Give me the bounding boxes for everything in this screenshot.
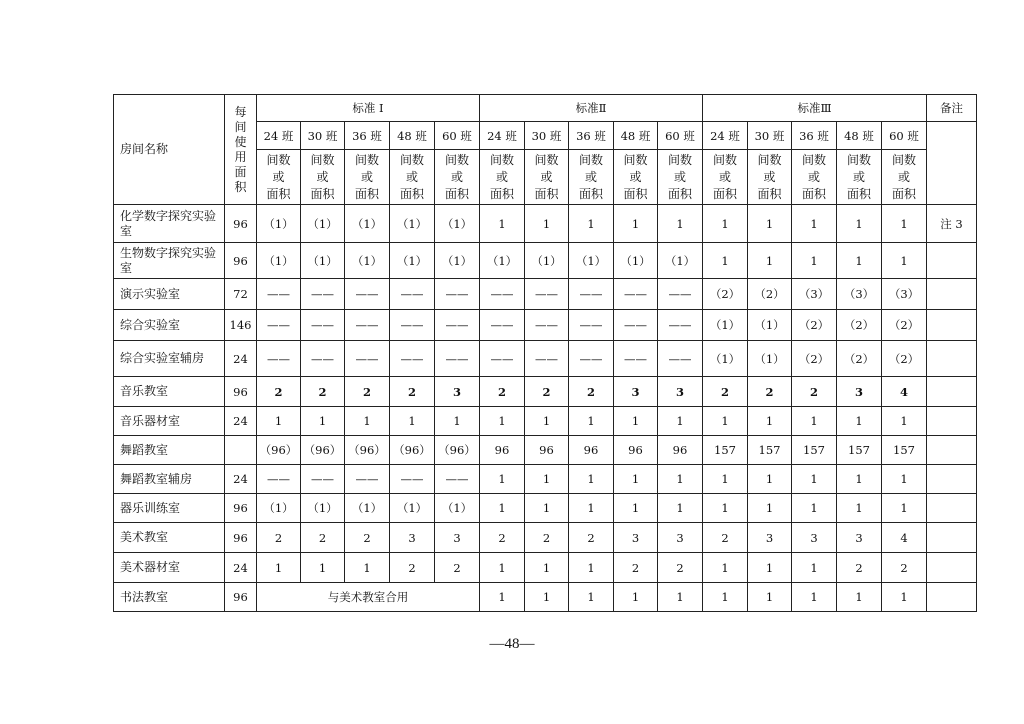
- area-per-room-header: 每 间 使 用 面 积: [225, 95, 257, 205]
- value-cell: 1: [882, 205, 927, 243]
- value-cell: （1）: [257, 494, 301, 523]
- value-cell: ——: [480, 310, 525, 341]
- value-cell: ——: [301, 310, 345, 341]
- count-or-area-header-cell: 间数 或 面积: [301, 150, 345, 205]
- value-cell: 1: [525, 583, 569, 612]
- value-cell: 3: [658, 377, 703, 407]
- room-name-cell: 生物数字探究实验室: [114, 243, 225, 279]
- value-cell: 2: [435, 553, 480, 583]
- standard-2-header: 标准Ⅱ: [480, 95, 703, 122]
- value-cell: 1: [837, 205, 882, 243]
- value-cell: ——: [525, 310, 569, 341]
- room-name-cell: 舞蹈教室辅房: [114, 465, 225, 494]
- room-name-header: 房间名称: [114, 95, 225, 205]
- value-cell: 1: [569, 494, 614, 523]
- value-cell: 1: [882, 243, 927, 279]
- value-cell: ——: [658, 310, 703, 341]
- value-cell: 1: [703, 407, 748, 436]
- table-row: [114, 436, 977, 465]
- value-cell: 96: [525, 436, 569, 465]
- value-cell: 4: [882, 523, 927, 553]
- value-cell: （1）: [345, 243, 390, 279]
- value-cell: ——: [435, 279, 480, 310]
- value-cell: 1: [882, 583, 927, 612]
- value-cell: （2）: [882, 341, 927, 377]
- count-or-area-header-cell: 间数 或 面积: [390, 150, 435, 205]
- value-cell: ——: [480, 341, 525, 377]
- area-cell: 96: [225, 377, 257, 407]
- count-or-area-header-cell: 间数 或 面积: [525, 150, 569, 205]
- value-cell: ——: [480, 279, 525, 310]
- value-cell: （96）: [345, 436, 390, 465]
- value-cell: 1: [658, 583, 703, 612]
- value-cell: （1）: [390, 205, 435, 243]
- value-cell: 3: [614, 523, 658, 553]
- table-row: [114, 465, 977, 494]
- area-cell: 146: [225, 310, 257, 341]
- value-cell: （2）: [792, 341, 837, 377]
- area-cell: 96: [225, 243, 257, 279]
- value-cell: （3）: [882, 279, 927, 310]
- area-cell: [225, 436, 257, 465]
- value-cell: 1: [614, 205, 658, 243]
- room-name-cell: 舞蹈教室: [114, 436, 225, 465]
- merged-standard-1-cell: 与美术教室合用: [257, 583, 480, 612]
- value-cell: 1: [480, 494, 525, 523]
- value-cell: ——: [390, 279, 435, 310]
- value-cell: 1: [703, 465, 748, 494]
- count-or-area-header-cell: 间数 或 面积: [748, 150, 792, 205]
- value-cell: 3: [435, 523, 480, 553]
- value-cell: （1）: [703, 341, 748, 377]
- value-cell: 1: [792, 205, 837, 243]
- area-cell: 96: [225, 205, 257, 243]
- value-cell: ——: [257, 279, 301, 310]
- value-cell: ——: [345, 279, 390, 310]
- value-cell: 1: [882, 465, 927, 494]
- class-header-cell: 36 班: [569, 122, 614, 150]
- value-cell: 1: [748, 465, 792, 494]
- table-row: [114, 310, 977, 341]
- room-name-cell: 音乐器材室: [114, 407, 225, 436]
- value-cell: ——: [390, 310, 435, 341]
- value-cell: 2: [658, 553, 703, 583]
- standard-1-header: 标准 I: [257, 95, 480, 122]
- table-row: [114, 205, 977, 243]
- value-cell: 1: [569, 465, 614, 494]
- value-cell: 1: [569, 407, 614, 436]
- value-cell: （1）: [480, 243, 525, 279]
- room-name-cell: 综合实验室: [114, 310, 225, 341]
- value-cell: （2）: [882, 310, 927, 341]
- remarks-cell: [927, 494, 977, 523]
- count-or-area-header-cell: 间数 或 面积: [792, 150, 837, 205]
- value-cell: 1: [257, 553, 301, 583]
- value-cell: 2: [569, 377, 614, 407]
- value-cell: ——: [390, 341, 435, 377]
- remarks-cell: [927, 377, 977, 407]
- value-cell: （1）: [390, 494, 435, 523]
- value-cell: ——: [345, 310, 390, 341]
- room-name-cell: 美术教室: [114, 523, 225, 553]
- value-cell: （1）: [257, 243, 301, 279]
- class-header-cell: 30 班: [525, 122, 569, 150]
- value-cell: 1: [748, 205, 792, 243]
- class-header-cell: 36 班: [345, 122, 390, 150]
- class-header-cell: 48 班: [390, 122, 435, 150]
- count-or-area-header-cell: 间数 或 面积: [658, 150, 703, 205]
- value-cell: ——: [569, 310, 614, 341]
- value-cell: 2: [390, 377, 435, 407]
- remarks-cell: 注 3: [927, 205, 977, 243]
- value-cell: ——: [301, 341, 345, 377]
- value-cell: （3）: [837, 279, 882, 310]
- value-cell: 2: [301, 523, 345, 553]
- value-cell: 1: [748, 494, 792, 523]
- class-header-cell: 24 班: [703, 122, 748, 150]
- value-cell: 1: [480, 553, 525, 583]
- value-cell: ——: [525, 279, 569, 310]
- value-cell: 157: [882, 436, 927, 465]
- value-cell: （1）: [435, 494, 480, 523]
- value-cell: （2）: [792, 310, 837, 341]
- value-cell: 4: [882, 377, 927, 407]
- value-cell: （1）: [301, 205, 345, 243]
- value-cell: 2: [480, 523, 525, 553]
- value-cell: （96）: [257, 436, 301, 465]
- value-cell: 1: [792, 407, 837, 436]
- value-cell: 1: [792, 583, 837, 612]
- value-cell: ——: [257, 465, 301, 494]
- class-header-cell: 24 班: [257, 122, 301, 150]
- value-cell: 1: [703, 205, 748, 243]
- value-cell: 2: [525, 523, 569, 553]
- table-row: [114, 341, 977, 377]
- value-cell: 1: [480, 205, 525, 243]
- table-row: [114, 523, 977, 553]
- count-or-area-header-cell: 间数 或 面积: [569, 150, 614, 205]
- value-cell: （1）: [301, 243, 345, 279]
- value-cell: （2）: [837, 310, 882, 341]
- value-cell: 1: [480, 407, 525, 436]
- header-row-standards: [114, 95, 977, 122]
- value-cell: 1: [257, 407, 301, 436]
- value-cell: 2: [390, 553, 435, 583]
- count-or-area-header-cell: 间数 或 面积: [837, 150, 882, 205]
- value-cell: 1: [525, 205, 569, 243]
- value-cell: 96: [614, 436, 658, 465]
- value-cell: （96）: [390, 436, 435, 465]
- value-cell: 2: [882, 553, 927, 583]
- remarks-cell: [927, 279, 977, 310]
- remarks-header: 备注: [927, 95, 977, 122]
- value-cell: 2: [703, 377, 748, 407]
- value-cell: 2: [703, 523, 748, 553]
- count-or-area-header-cell: 间数 或 面积: [345, 150, 390, 205]
- value-cell: 2: [525, 377, 569, 407]
- value-cell: ——: [301, 465, 345, 494]
- value-cell: 1: [882, 407, 927, 436]
- value-cell: ——: [435, 465, 480, 494]
- value-cell: 1: [748, 583, 792, 612]
- value-cell: 96: [569, 436, 614, 465]
- value-cell: ——: [569, 341, 614, 377]
- value-cell: （1）: [658, 243, 703, 279]
- value-cell: 157: [703, 436, 748, 465]
- class-header-cell: 30 班: [301, 122, 345, 150]
- value-cell: 3: [837, 523, 882, 553]
- table-row: [114, 583, 977, 612]
- page-number: —48—: [489, 636, 535, 652]
- count-or-area-header-cell: 间数 或 面积: [480, 150, 525, 205]
- area-cell: 24: [225, 407, 257, 436]
- room-name-cell: 综合实验室辅房: [114, 341, 225, 377]
- value-cell: 2: [792, 377, 837, 407]
- room-name-cell: 器乐训练室: [114, 494, 225, 523]
- value-cell: 1: [792, 465, 837, 494]
- area-cell: 72: [225, 279, 257, 310]
- room-name-cell: 音乐教室: [114, 377, 225, 407]
- remarks-cell: [927, 436, 977, 465]
- remarks-cell: [927, 465, 977, 494]
- value-cell: ——: [345, 465, 390, 494]
- value-cell: ——: [658, 341, 703, 377]
- value-cell: 1: [792, 243, 837, 279]
- value-cell: （3）: [792, 279, 837, 310]
- value-cell: 1: [569, 205, 614, 243]
- value-cell: 3: [658, 523, 703, 553]
- class-header-cell: 30 班: [748, 122, 792, 150]
- facility-standards-table: [113, 94, 977, 612]
- count-or-area-header-cell: 间数 或 面积: [435, 150, 480, 205]
- class-header-cell: 36 班: [792, 122, 837, 150]
- value-cell: （1）: [748, 310, 792, 341]
- remarks-cell: [927, 583, 977, 612]
- value-cell: 1: [748, 243, 792, 279]
- value-cell: ——: [614, 279, 658, 310]
- value-cell: （2）: [837, 341, 882, 377]
- value-cell: 1: [480, 465, 525, 494]
- table-row: [114, 377, 977, 407]
- value-cell: ——: [614, 341, 658, 377]
- value-cell: 1: [345, 407, 390, 436]
- class-header-cell: 60 班: [658, 122, 703, 150]
- remarks-cell: [927, 523, 977, 553]
- value-cell: （1）: [257, 205, 301, 243]
- value-cell: 1: [792, 494, 837, 523]
- remarks-cell: [927, 407, 977, 436]
- value-cell: 1: [525, 465, 569, 494]
- value-cell: （96）: [435, 436, 480, 465]
- area-cell: 24: [225, 553, 257, 583]
- value-cell: 2: [345, 523, 390, 553]
- value-cell: （96）: [301, 436, 345, 465]
- value-cell: 1: [435, 407, 480, 436]
- value-cell: ——: [345, 341, 390, 377]
- value-cell: 1: [658, 407, 703, 436]
- value-cell: 1: [569, 583, 614, 612]
- value-cell: 1: [390, 407, 435, 436]
- value-cell: 1: [525, 553, 569, 583]
- room-name-cell: 美术器材室: [114, 553, 225, 583]
- room-name-cell: 化学数字探究实验室: [114, 205, 225, 243]
- value-cell: ——: [257, 310, 301, 341]
- value-cell: 1: [569, 553, 614, 583]
- area-cell: 96: [225, 583, 257, 612]
- value-cell: 1: [614, 465, 658, 494]
- table-row: [114, 279, 977, 310]
- area-cell: 96: [225, 523, 257, 553]
- value-cell: （1）: [748, 341, 792, 377]
- value-cell: 1: [703, 553, 748, 583]
- value-cell: 1: [748, 553, 792, 583]
- value-cell: （1）: [301, 494, 345, 523]
- value-cell: （1）: [435, 243, 480, 279]
- count-or-area-header-cell: 间数 或 面积: [614, 150, 658, 205]
- value-cell: 1: [480, 583, 525, 612]
- value-cell: 1: [837, 494, 882, 523]
- value-cell: ——: [569, 279, 614, 310]
- value-cell: 3: [792, 523, 837, 553]
- value-cell: 3: [390, 523, 435, 553]
- value-cell: 2: [614, 553, 658, 583]
- table-row: [114, 407, 977, 436]
- count-or-area-header-cell: 间数 或 面积: [703, 150, 748, 205]
- value-cell: ——: [614, 310, 658, 341]
- remarks-cell: [927, 310, 977, 341]
- value-cell: （1）: [435, 205, 480, 243]
- value-cell: 1: [837, 243, 882, 279]
- value-cell: 2: [837, 553, 882, 583]
- value-cell: 1: [301, 407, 345, 436]
- value-cell: 1: [658, 465, 703, 494]
- area-cell: 24: [225, 341, 257, 377]
- value-cell: （1）: [703, 310, 748, 341]
- value-cell: 1: [345, 553, 390, 583]
- remarks-cell: [927, 243, 977, 279]
- value-cell: （1）: [525, 243, 569, 279]
- value-cell: ——: [390, 465, 435, 494]
- value-cell: ——: [257, 341, 301, 377]
- class-header-cell: 60 班: [882, 122, 927, 150]
- value-cell: 1: [525, 407, 569, 436]
- value-cell: ——: [525, 341, 569, 377]
- value-cell: ——: [435, 310, 480, 341]
- area-cell: 96: [225, 494, 257, 523]
- class-header-cell: 60 班: [435, 122, 480, 150]
- value-cell: 1: [703, 494, 748, 523]
- value-cell: 1: [614, 583, 658, 612]
- table-row: [114, 494, 977, 523]
- value-cell: 2: [748, 377, 792, 407]
- value-cell: 2: [569, 523, 614, 553]
- value-cell: 3: [837, 377, 882, 407]
- value-cell: 1: [658, 205, 703, 243]
- value-cell: （2）: [703, 279, 748, 310]
- count-or-area-header-cell: 间数 或 面积: [882, 150, 927, 205]
- value-cell: 1: [882, 494, 927, 523]
- value-cell: 1: [837, 407, 882, 436]
- value-cell: 1: [703, 243, 748, 279]
- value-cell: 2: [345, 377, 390, 407]
- count-or-area-header-cell: 间数 或 面积: [257, 150, 301, 205]
- area-cell: 24: [225, 465, 257, 494]
- value-cell: 2: [257, 377, 301, 407]
- value-cell: 1: [301, 553, 345, 583]
- class-header-cell: 48 班: [614, 122, 658, 150]
- value-cell: 3: [748, 523, 792, 553]
- value-cell: 3: [614, 377, 658, 407]
- value-cell: （1）: [569, 243, 614, 279]
- class-header-cell: 48 班: [837, 122, 882, 150]
- room-name-cell: 演示实验室: [114, 279, 225, 310]
- value-cell: 2: [480, 377, 525, 407]
- value-cell: 96: [658, 436, 703, 465]
- value-cell: 3: [435, 377, 480, 407]
- value-cell: ——: [435, 341, 480, 377]
- value-cell: ——: [658, 279, 703, 310]
- value-cell: 1: [614, 407, 658, 436]
- value-cell: （1）: [345, 494, 390, 523]
- value-cell: （2）: [748, 279, 792, 310]
- value-cell: 1: [658, 494, 703, 523]
- value-cell: 1: [525, 494, 569, 523]
- value-cell: 1: [837, 465, 882, 494]
- remarks-cell: [927, 553, 977, 583]
- standard-3-header: 标准Ⅲ: [703, 95, 927, 122]
- value-cell: （1）: [345, 205, 390, 243]
- room-name-cell: 书法教室: [114, 583, 225, 612]
- table-row: [114, 553, 977, 583]
- value-cell: 1: [748, 407, 792, 436]
- value-cell: 157: [748, 436, 792, 465]
- value-cell: （1）: [390, 243, 435, 279]
- class-header-cell: 24 班: [480, 122, 525, 150]
- value-cell: 157: [837, 436, 882, 465]
- remarks-header-spacer: [927, 122, 977, 205]
- value-cell: 1: [614, 494, 658, 523]
- value-cell: ——: [301, 279, 345, 310]
- value-cell: （1）: [614, 243, 658, 279]
- value-cell: 1: [792, 553, 837, 583]
- value-cell: 2: [301, 377, 345, 407]
- value-cell: 1: [703, 583, 748, 612]
- value-cell: 96: [480, 436, 525, 465]
- remarks-cell: [927, 341, 977, 377]
- value-cell: 1: [837, 583, 882, 612]
- value-cell: 2: [257, 523, 301, 553]
- table-row: [114, 243, 977, 279]
- value-cell: 157: [792, 436, 837, 465]
